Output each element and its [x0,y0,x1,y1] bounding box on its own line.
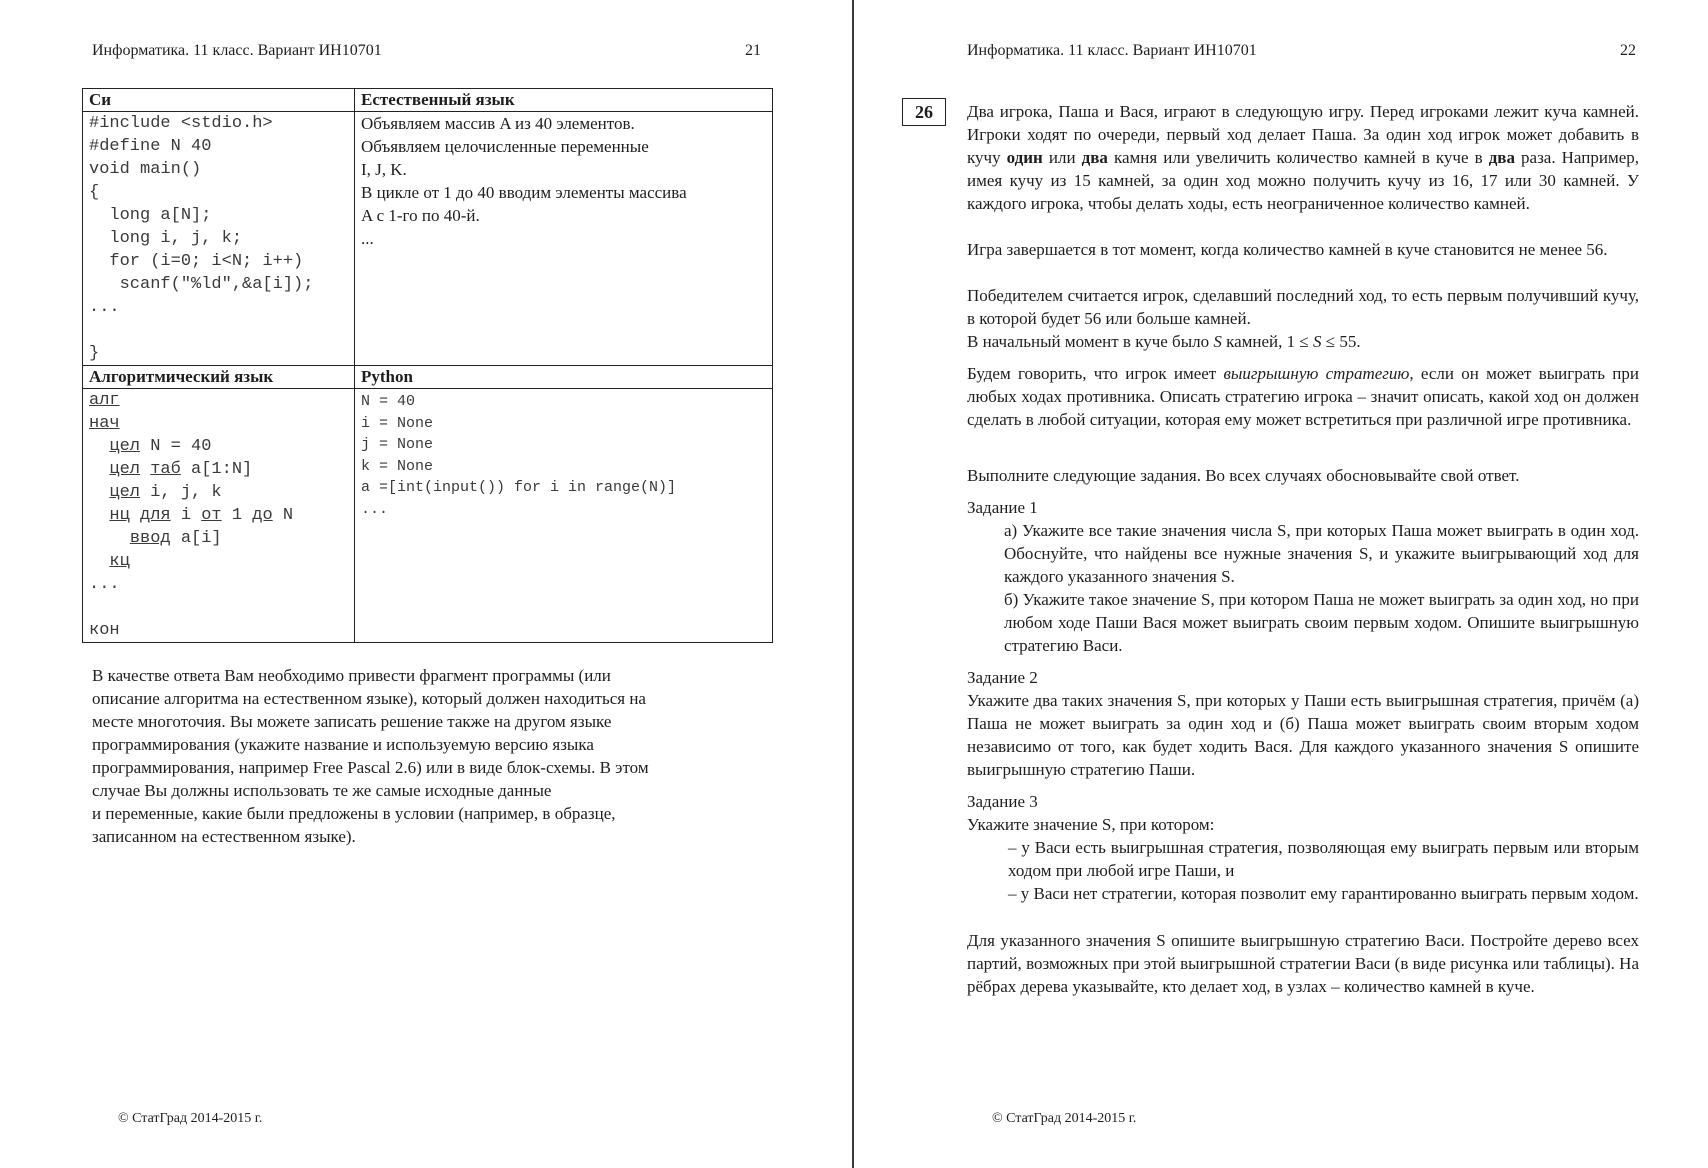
answer-text-line: записанном на естественном языке). [92,827,356,846]
c-code-line: } [89,344,100,363]
natural-language-line: Объявляем массив A из 40 элементов. [361,114,635,133]
natural-language-line: Объявляем целочисленные переменные [361,137,649,156]
page-header: Информатика. 11 класс. Вариант ИН10701 [92,42,382,59]
alg-line: нц для i от 1 до N [109,506,294,525]
strategy-definition: Будем говорить, что игрок имеет выигрышную стратегию, если он может выиграть при любых ходах противника. Описать стратегию игрока – значит описать, какой ход он должен сделать в любой ситуации, которая ему может встретиться при различной игре противника. [967,364,1640,429]
task1-a: а) Укажите все такие значения числа S, при которых Паша может выиграть в один ход. Обоснуйте, что найдены все нужные значения S, и укажите выигрывающий ход для каждого указанного значения S. [1004,521,1639,586]
alg-line: ввод a[i] [129,529,222,548]
task3-item-2: – у Васи нет стратегии, которая позволит ему гарантированно выиграть первым ходом. [1008,884,1639,903]
alg-line: кц [109,552,130,571]
algorithmic-code-cell [83,389,355,643]
answer-text-line: программирования, например Free Pascal 2.6) или в виде блок-схемы. В этом [92,758,649,777]
page-header-right: Информатика. 11 класс. Вариант ИН10701 [967,42,1257,59]
c-code-line: void main() [89,160,202,179]
initial-state: В начальный момент в куче было S камней, 1 ≤ S ≤ 55. [967,332,1361,351]
c-code-line: scanf("%ld",&a[i]); [89,275,314,294]
answer-text-line: В качестве ответа Вам необходимо привести фрагмент программы (или [92,666,611,685]
answer-text-line: месте многоточия. Вы можете записать решение также на другом языке [92,712,612,731]
answer-text-line: описание алгоритма на естественном языке), который должен находиться на [92,689,646,708]
c-code-cell [83,112,355,366]
natural-language-cell [355,112,773,366]
page-divider [852,0,854,1168]
end-rule: Игра завершается в тот момент, когда количество камней в куче становится не менее 56. [967,240,1608,259]
python-header: Python [355,366,773,389]
task3-intro: Укажите значение S, при котором: [967,815,1215,834]
winner-rule: Победителем считается игрок, сделавший последний ход, то есть первым получивший кучу, в которой будет 56 или больше камней. [967,286,1639,328]
answer-text-line: случае Вы должны использовать те же самые исходные данные [92,781,552,800]
c-code-line: #define N 40 [89,137,212,156]
alg-line: цел N = 40 [109,437,212,456]
python-code-line: i = None [361,414,434,432]
python-code-line: ... [361,500,389,518]
task-number-box: 26 [902,98,946,126]
c-code-line: ... [89,298,120,317]
alg-line: ... [89,575,120,594]
answer-text-line: и переменные, какие были предложены в условии (например, в образце, [92,804,616,823]
c-code-line: for (i=0; i<N; i++) [89,252,304,271]
code-table [82,88,773,643]
natural-language-line: В цикле от 1 до 40 вводим элементы массива [361,183,687,202]
natural-language-line: I, J, K. [361,160,407,179]
c-code-line: long a[N]; [89,206,212,225]
task1-b: б) Укажите такое значение S, при котором Паша не может выиграть за один ход, но при любом ходе Паши Вася может выиграть своим первым ходом. Опишите выигрышную стратегию Васи. [1004,590,1640,655]
task3-closing: Для указанного значения S опишите выигрышную стратегию Васи. Постройте дерево всех партий, возможных при этой выигрышной стратегии Васи (в виде рисунка или таблицы). На рёбрах дерева указывайте, кто делает ход, в узлах – количество камней в куче. [967,931,1639,996]
task-intro: Два игрока, Паша и Вася, играют в следующую игру. Перед игроками лежит куча камней. Игроки ходят по очереди, первый ход делает Паша. За один ход игрок может добавить в кучу один или два камня или увеличить количество камней в куче в два раза. Например, имея кучу из 15 камней, за один ход можно получить кучу из 16, 17 или 30 камней. У каждого игрока, чтобы делать ходы, есть неограниченное количество камней. [967,102,1640,213]
page-footer: © СтатГрад 2014-2015 г. [118,1111,263,1126]
c-code-line: { [89,183,100,202]
task3-item-1: – у Васи есть выигрышная стратегия, позволяющая ему выиграть первым или вторым ходом при любой игре Паши, и [1008,838,1639,880]
algorithmic-language-header: Алгоритмический язык [83,366,355,389]
python-code-line: N = 40 [361,393,416,410]
alg-line: цел i, j, k [109,483,222,502]
task3-title: Задание 3 [967,792,1038,811]
python-code-cell [355,389,773,643]
natural-language-line: A с 1-го по 40-й. [361,206,480,225]
python-code-line: a =[int(input()) for i in range(N)] [361,479,677,496]
natural-language-header: Естественный язык [355,89,773,112]
c-code-line: long i, j, k; [89,229,243,248]
alg-line: цел таб a[1:N] [109,460,253,479]
natural-language-text [361,112,766,250]
page-number: 21 [745,42,761,59]
page-footer-right: © СтатГрад 2014-2015 г. [992,1111,1137,1126]
page-number-right: 22 [1620,42,1636,59]
c-code-line: #include <stdio.h> [89,114,273,133]
python-code-line: k = None [361,457,434,475]
alg-line [89,596,348,619]
instructions: Выполните следующие задания. Во всех случаях обосновывайте свой ответ. [967,466,1520,485]
c-code [89,112,348,365]
task1-title: Задание 1 [967,498,1038,517]
alg-line: нач [89,414,120,433]
answer-text-line: программирования (укажите название и используемую версию языка [92,735,594,754]
c-code-line [89,319,348,342]
python-code [361,389,766,520]
task2-title: Задание 2 [967,668,1038,687]
alg-line: алг [89,391,120,410]
algorithmic-code [89,389,348,642]
alg-line: кон [89,621,120,640]
natural-language-line: ... [361,229,374,248]
task2-text: Укажите два таких значения S, при которых у Паши есть выигрышная стратегия, причём (а) Паша не может выиграть за один ход и (б) Паша может выиграть своим вторым ходом независимо от того, как будет ходить Вася. Для каждого указанного значения S опишите выигрышную стратегию Паши. [967,691,1639,779]
python-code-line: j = None [361,436,434,453]
c-header: Си [83,89,355,112]
answer-instructions [92,664,763,848]
